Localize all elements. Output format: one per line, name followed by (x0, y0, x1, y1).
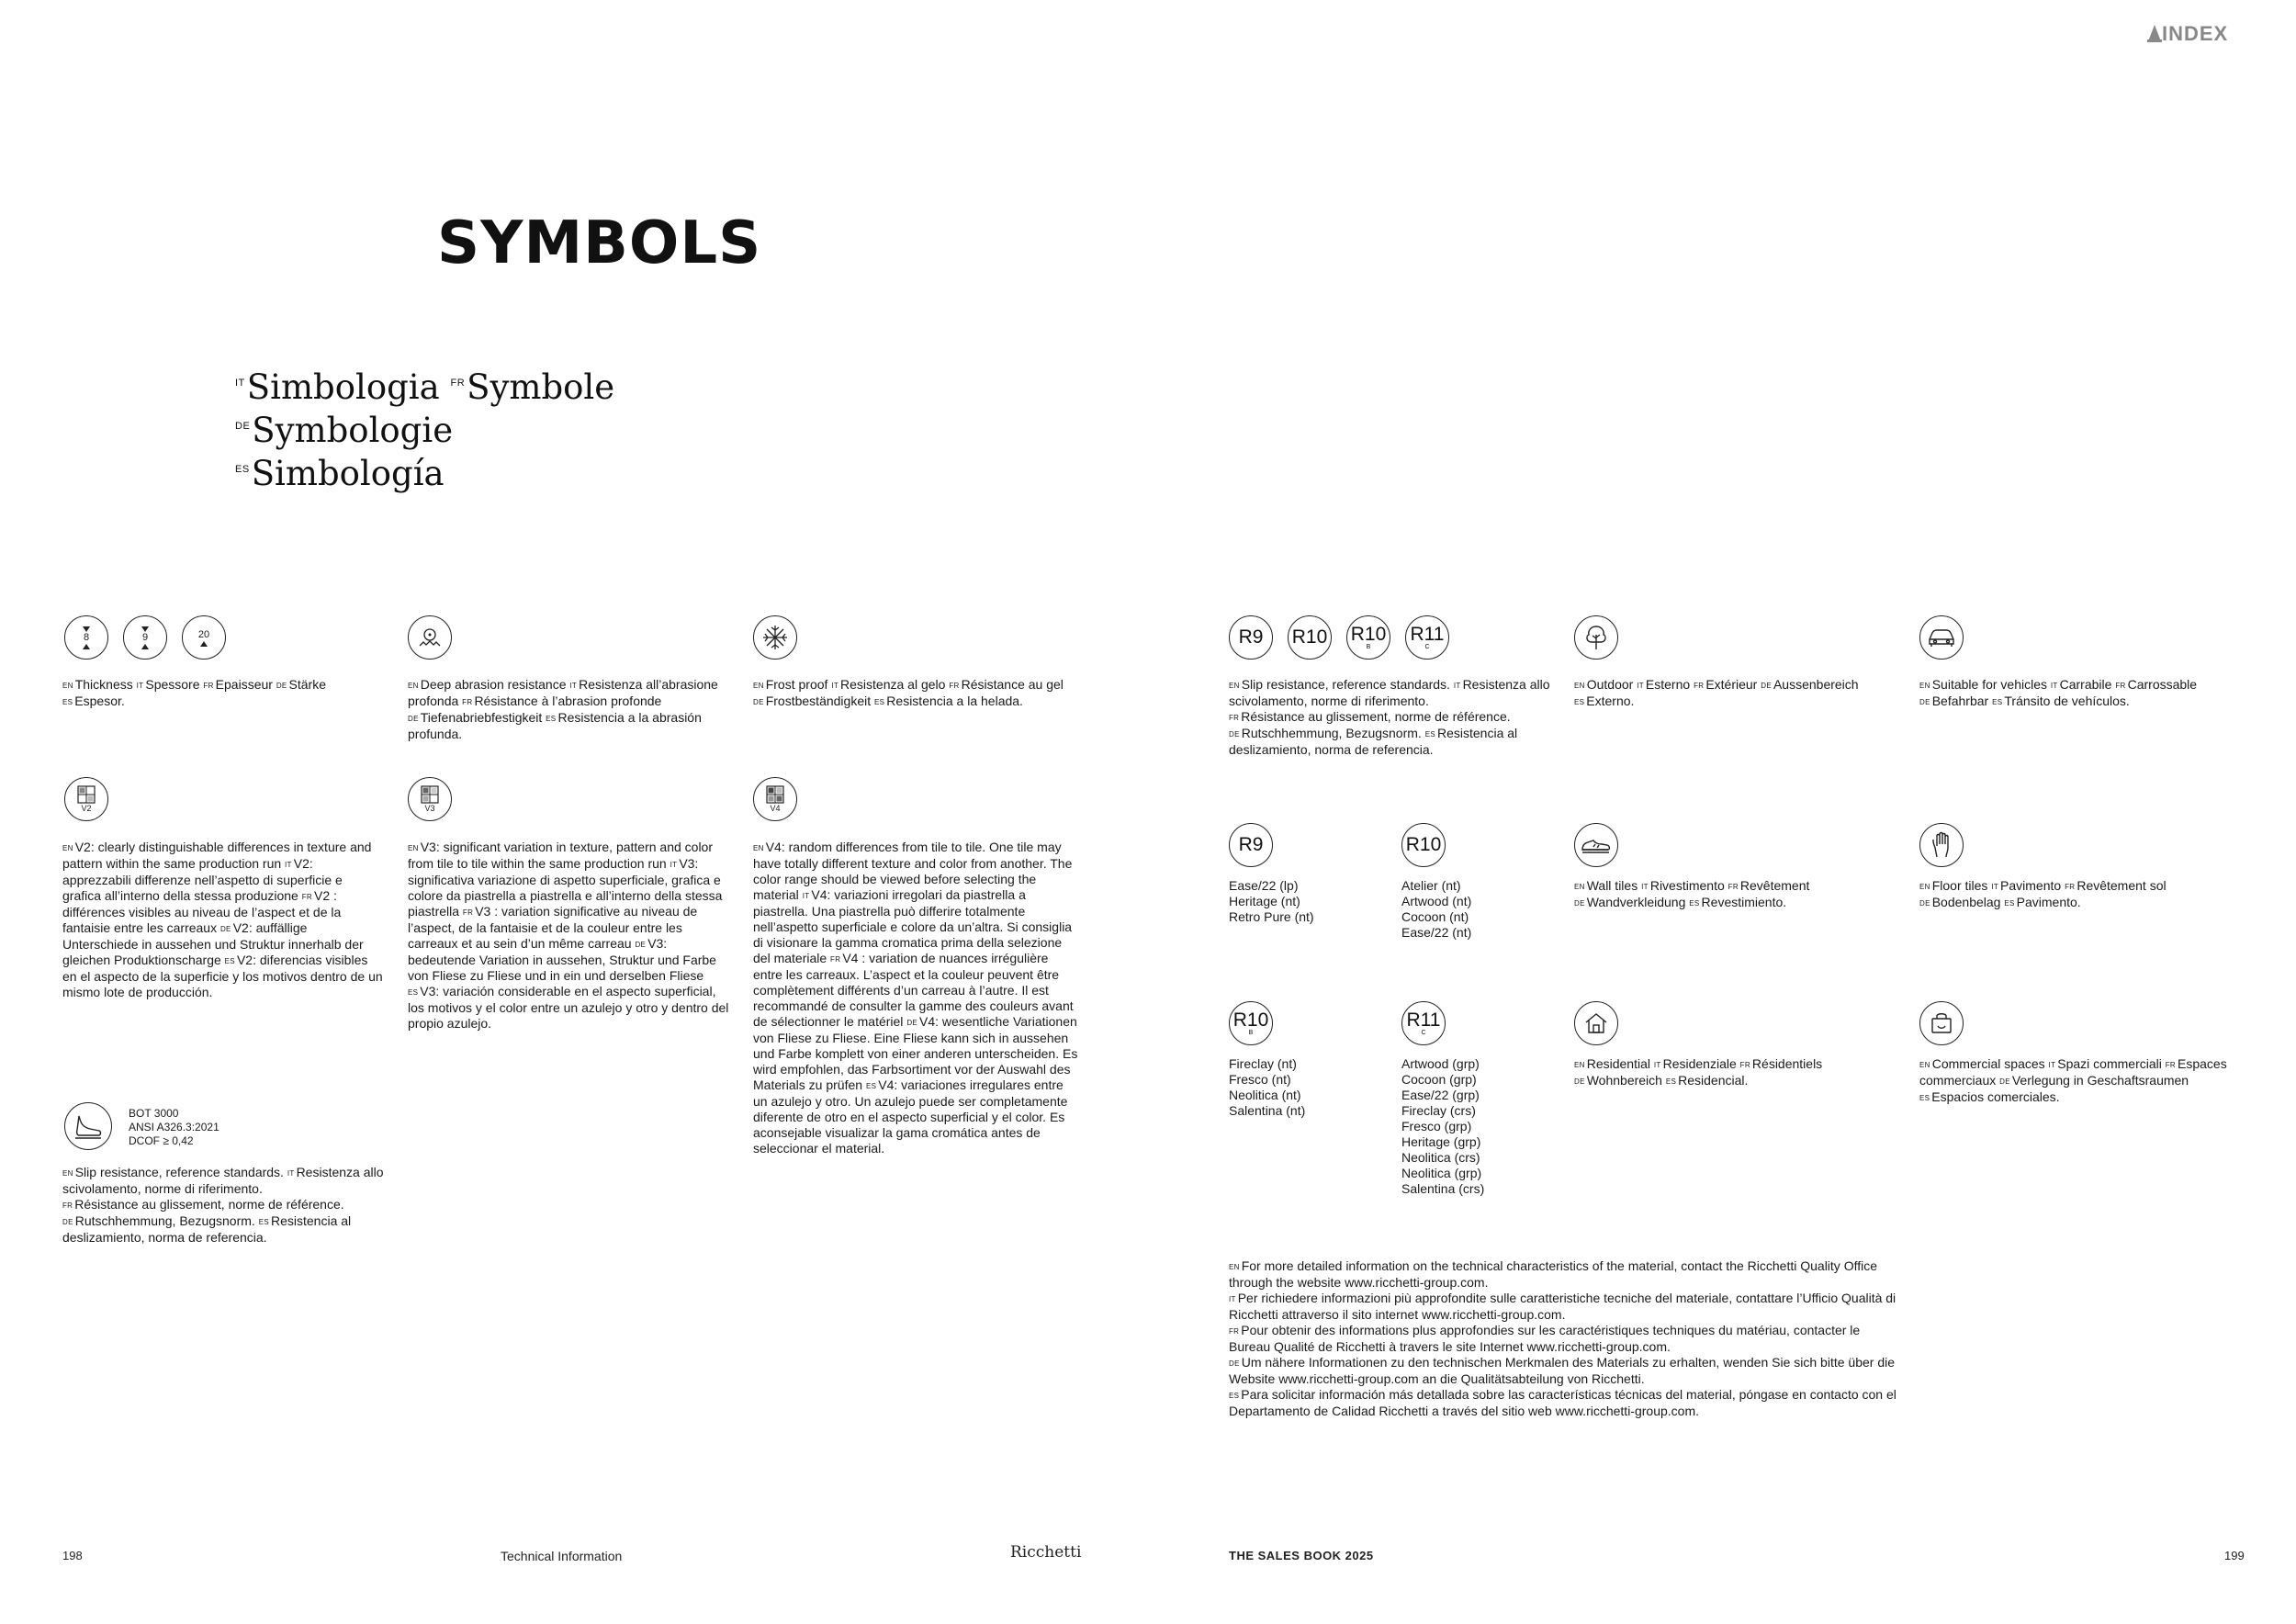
abrasion-icon (408, 615, 452, 660)
snowflake-icon (753, 615, 797, 660)
commercial-description: EN Commercial spaces IT Spazi commerciali FR Espaces commerciaux DE Verlegung in Geschaftsraumen ES Espacios comerciales. (1919, 1056, 2227, 1104)
tree-outdoor-icon (1574, 615, 1618, 660)
residential-description: EN Residential IT Residenziale FR Résidentiels DE Wohnbereich ES Residencial. (1574, 1056, 1823, 1088)
floor-tiles-description: EN Floor tiles IT Pavimento FR Revêtement sol DE Bodenbelag ES Pavimento. (1919, 878, 2167, 909)
r10-icon: R10 (1288, 615, 1332, 660)
wall-tiles-icon (1574, 823, 1618, 867)
page-number-left: 198 (62, 1549, 83, 1562)
slip-standard-meta: BOT 3000 ANSI A326.3:2021 DCOF ≥ 0,42 (129, 1107, 219, 1147)
r11c-icon: R11 C (1405, 615, 1449, 660)
wall-tiles-description: EN Wall tiles IT Rivestimento FR Revêtement DE Wandverkleidung ES Revestimiento. (1574, 878, 1810, 909)
r11c-list-icon: R11 C (1401, 1001, 1446, 1045)
frost-description: EN Frost proof IT Resistenza al gelo FR Résistance au gel DE Frostbeständigkeit ES Resistencia a la helada. (753, 677, 1064, 708)
thickness-20-icon: 20 (182, 615, 226, 660)
r10-list-icon: R10 (1401, 823, 1446, 867)
slip-right-description: EN Slip resistance, reference standards. IT Resistenza allo scivolamento, norme di riferimento. FR Résistance au glissement, norme de référence. DE Rutschhemmung, Bezugsnorm. ES Resistencia al deslizamiento, norma de referencia. (1229, 677, 1550, 757)
r10b-list-icon: R10 B (1229, 1001, 1273, 1045)
r10-collection-list: Atelier (nt) Artwood (nt) Cocoon (nt) Ease/22 (nt) (1401, 878, 1472, 940)
hand-floor-icon (1919, 823, 1964, 867)
index-label: INDEX (2162, 22, 2229, 45)
footer-book: THE SALES BOOK 2025 (1229, 1549, 1374, 1562)
outdoor-description: EN Outdoor IT Esterno FR Extérieur DE Aussenbereich ES Externo. (1574, 677, 1859, 708)
house-icon (1574, 1001, 1618, 1045)
v4-icon: V4 (753, 777, 797, 821)
slip-left-description: EN Slip resistance, reference standards. IT Resistenza allo scivolamento, norme di riferimento. FR Résistance au glissement, norme de référence. DE Rutschhemmung, Bezugsnorm. ES Resistencia al deslizamiento, norma de referencia. (62, 1165, 384, 1245)
v2-description: EN V2: clearly distinguishable differences in texture and pattern within the same production run IT V2: apprezzabili differenze nell’aspetto di superficie e grafica all’interno della stessa produzione FR V2 : différences visibles au niveau de l’aspect et de la fantaisie entre les carreaux DE V2: auffällige Unterschiede in aussehen und Struktur innerhalb der gleichen Produktionscharge ES V2: diferencias visibles en el aspecto de la superficie y los motivos dentro de un mismo lote de producción. (62, 840, 383, 999)
page-title: SYMBOLS (437, 209, 762, 277)
r10b-icon: R10 B (1346, 615, 1390, 660)
footer-section: Technical Information (501, 1549, 623, 1563)
v3-icon: V3 (408, 777, 452, 821)
shopping-bag-icon (1919, 1001, 1964, 1045)
v2-icon: V2 (64, 777, 108, 821)
quality-office-info: EN For more detailed information on the technical characteristics of the material, contact the Ricchetti Quality Office through the website www.ricchetti-group.com. IT Per richiedere informazioni più approfondite sulle caratteristiche tecniche del materiale, contattare l’Ufficio Qualità di Ricchetti attraverso il sito internet www.ricchetti-group.com. FR Pour obtenir des informations plus approfondies sur les caractéristiques techniques du matériau, contacter le Bureau Qualité de Ricchetti à travers le site Internet www.ricchetti-group.com. DE Um nähere Informationen zu den technischen Merkmalen des Materials zu erhalten, wenden Sie sich bitte über die Website www.ricchetti-group.com an die Qualitätsabteilung von Ricchetti. ES Para solicitar información más detallada sobre las características técnicas del material, póngase en contacto con el Departamento de Calidad Ricchetti a través del sitio web www.ricchetti-group.com. (1229, 1258, 1896, 1418)
r9-icon: R9 (1229, 615, 1273, 660)
car-icon (1919, 615, 1964, 660)
r10b-collection-list: Fireclay (nt) Fresco (nt) Neolitica (nt) Salentina (nt) (1229, 1056, 1306, 1118)
r9-collection-list: Ease/22 (lp) Heritage (nt) Retro Pure (nt) (1229, 878, 1314, 924)
shoe-slip-icon (64, 1102, 112, 1150)
v3-description: EN V3: significant variation in texture, pattern and color from tile to tile within the same production run IT V3: significativa variazione di aspetto superficiale, grafica e colore da piastrella a piastrella e all’interno della stessa piastrella FR V3 : variation significative au niveau de l’aspect, de la fantaisie et de la couleur entre les carreaux et au sein d’un même carreau DE V3: bedeutende Variation in aussehen, Struktur und Farbe von Fliese zu Fliese und in ein und derselben Fliese ES V3: variación considerable en el aspecto superficial, los motivos y el color entre un azulejo y otro y dentro del propio azulejo. (408, 840, 729, 1031)
abrasion-description: EN Deep abrasion resistance IT Resistenza all’abrasione profonda FR Résistance à l’abrasion profonde DE Tiefenabriebfestigkeit ES Resistencia a la abrasión profunda. (408, 677, 718, 741)
r9-list-icon: R9 (1229, 823, 1273, 867)
v4-description: EN V4: random differences from tile to tile. One tile may have totally different texture and color from another. The color range should be viewed before selecting the material IT V4: variazioni irregolari da piastrella a piastrella. Una piastrella può differire totalmente nell’aspetto superficiale e colore da un’altra. Si consiglia di visionare la gamma cromatica prima della selezione del materiale FR V4 : variation de nuances irrégulière entre les carreaux. L’aspect et la couleur peuvent être complètement différents d’un carreau à l’autre. Il est recommandé de consulter la gamme des couleurs avant de sélectionner le matériel DE V4: wesentliche Variationen von Fliese zu Fliese. Eine Fliese kann sich in aussehen und Farbe komplett von einer anderen unterscheiden. Es wird empfohlen, das Farbsortiment vor der Auswahl des Materials zu prüfen ES V4: variaciones irregulares entre un azulejo y otro. Un azulejo puede ser completamente diferente de otro en el aspecto superficial y el color. Es aconsejable visualizar la gama cromática antes de seleccionar el material. (753, 840, 1078, 1156)
thickness-8-icon: 8 (64, 615, 108, 660)
r11c-collection-list: Artwood (grp) Cocoon (grp) Ease/22 (grp) Fireclay (crs) Fresco (grp) Heritage (grp) Neolitica (crs) Neolitica (grp) Salentina (crs) (1401, 1056, 1485, 1196)
brand-logo: Ricchetti (1010, 1543, 1082, 1562)
arrow-up-icon (2147, 24, 2162, 48)
thickness-description: EN Thickness IT Spessore FR Epaisseur DE Stärke ES Espesor. (62, 677, 327, 708)
page-number-right: 199 (2224, 1549, 2245, 1562)
page-subtitle: $^{IT}$Simbologia $^{FR}$Symbole $^{DE}$Symbologie $^{ES}$Simbología (235, 367, 615, 493)
vehicles-description: EN Suitable for vehicles IT Carrabile FR Carrossable DE Befahrbar ES Tránsito de vehículos. (1919, 677, 2198, 708)
index-link[interactable] (2147, 22, 2228, 48)
thickness-9-icon: 9 (123, 615, 167, 660)
